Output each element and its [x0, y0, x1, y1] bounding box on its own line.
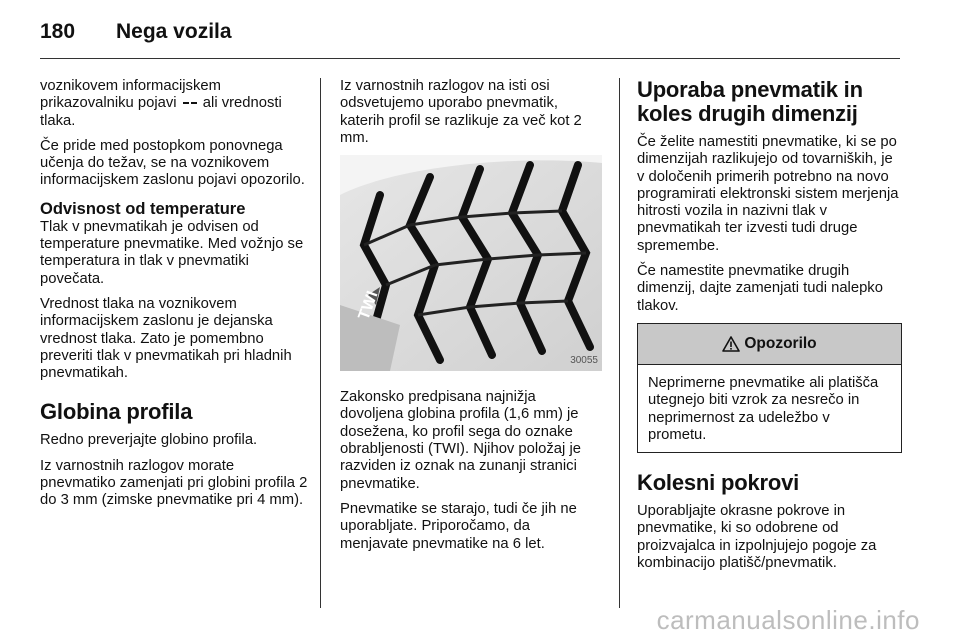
paragraph: Iz varnostnih razlogov na isti osi odsvetujemo uporabo pnevmatik, katerih profil se razlikuje za več kot 2 mm.: [340, 78, 582, 146]
paragraph: Uporabljajte okrasne pokrove in pnevmatike, ki so odobrene od proizvajalca in izpolnjujejo pogoje za kombinacijo platišč/pnevmatik.: [637, 503, 877, 572]
twi-label: TWI: [355, 289, 382, 323]
tire-tread-illustration: [340, 155, 602, 371]
warning-triangle-icon: [722, 336, 740, 352]
header-divider: [40, 58, 900, 59]
paragraph: Redno preverjajte globino profila.: [40, 432, 258, 449]
column-middle: [340, 78, 602, 561]
warning-title: Opozorilo: [744, 335, 817, 353]
page-number: 180: [40, 20, 76, 43]
watermark: carmanualsonline.info: [656, 605, 920, 635]
subheading-temperature: Odvisnost od temperature: [40, 199, 246, 218]
paragraph: Iz varnostnih razlogov morate pnevmatiko zamenjati pri globini profila 2 do 3 mm (zimske pnevmatike pri 4 mm).: [40, 457, 308, 509]
paragraph: Zakonsko predpisana najnižja dovoljena globina profila (1,6 mm) je dosežena, ko profil sega do oznake obrabljenosti (TWI). Njihov položaj je razviden iz oznak na zunanji stranici pnevmatike.: [340, 389, 581, 492]
paragraph: Vrednost tlaka na voznikovem informacijskem zaslonu je dejanska vrednost tlaka. Zato je pomembno preveriti tlak v pnevmatikah pri hladnih pnevmatikah.: [40, 295, 292, 382]
paragraph: Če namestite pnevmatike drugih dimenzij, dajte zamenjati tudi nalepko tlakov.: [637, 263, 883, 314]
heading-tread-depth: Globina profila: [40, 399, 193, 425]
tire-tread-icon: [340, 155, 602, 371]
paragraph: Tlak v pnevmatikah je odvisen od temperature pnevmatike. Med vožnjo se temperatura in tlak v pnevmatiki povečata.: [40, 218, 304, 287]
warning-text: Neprimerne pnevmatike ali platišča utegnejo biti vzrok za nesrečo in neprimernost za udeležbo v prometu.: [648, 374, 879, 443]
heading-wheel-covers: Kolesni pokrovi: [637, 470, 800, 496]
section-title: Nega vozila: [116, 20, 232, 43]
paragraph: Če pride med postopkom ponovnega učenja do težav, se na voznikovem informacijskem zaslonu pojavi opozorilo.: [40, 137, 305, 189]
paragraph: voznikovem informacijskem prikazovalniku pojavi ali vrednosti tlaka.: [40, 78, 282, 129]
column-right: [637, 78, 902, 580]
warning-box: [637, 323, 902, 453]
heading-other-dimensions: Uporaba pnevmatik in koles drugih dimenzij: [637, 77, 863, 126]
column-divider-1: [320, 78, 321, 608]
dash-dash-icon: [183, 101, 197, 105]
paragraph: Pnevmatike se starajo, tudi če jih ne uporabljate. Priporočamo, da menjavate pnevmatike na 6 let.: [340, 500, 577, 552]
warning-header: [638, 324, 901, 365]
column-divider-2: [619, 78, 620, 608]
paragraph: Če želite namestiti pnevmatike, ki se po dimenzijah razlikujejo od tovarniških, je v določenih primerih potrebno na novo programirati elektronski sistem merjenja hitrosti vozila in nazivni tlak v pnevmatikah ter izvesti tudi druge spremembe.: [637, 134, 899, 254]
column-left: [40, 78, 308, 518]
figure-id: 30055: [570, 354, 598, 366]
page-header: [40, 14, 900, 46]
